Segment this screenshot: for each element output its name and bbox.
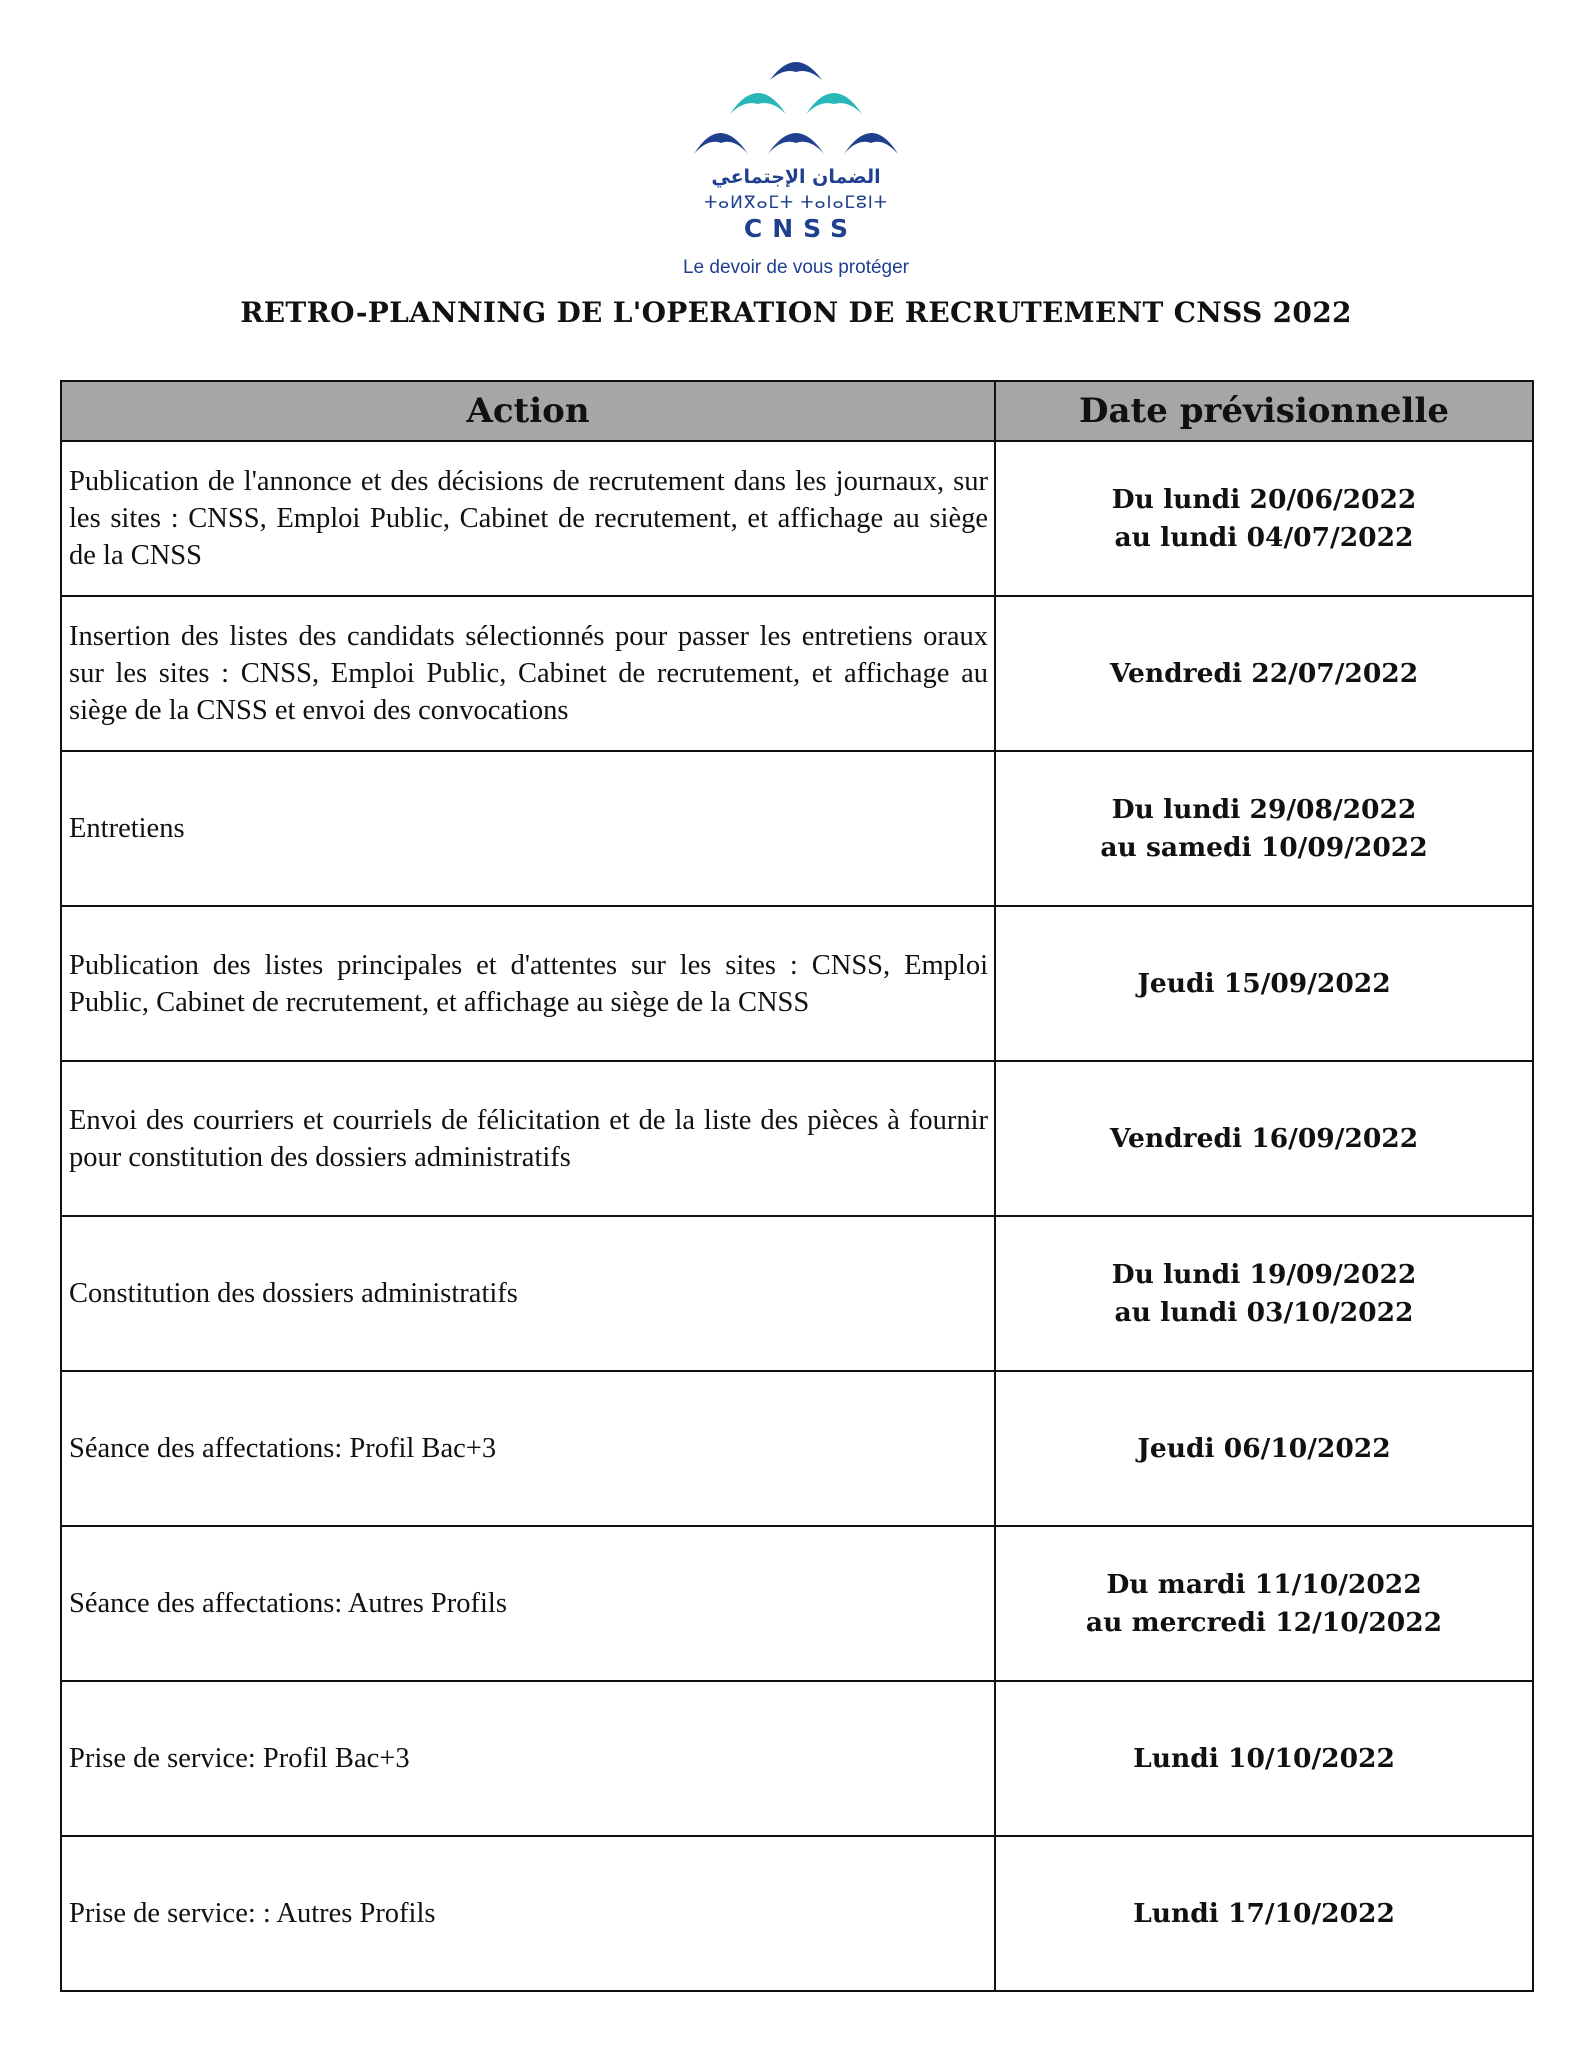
date-line: Du lundi 19/09/2022: [1111, 1258, 1417, 1290]
date-cell: [995, 596, 1533, 751]
date-line: au mercredi 12/10/2022: [1085, 1606, 1443, 1638]
table-row: [61, 1836, 1533, 1991]
date-line: au lundi 04/07/2022: [1114, 521, 1414, 553]
date-cell: [995, 906, 1533, 1061]
date-line: Lundi 17/10/2022: [1133, 1897, 1395, 1929]
table-row: [61, 1526, 1533, 1681]
header-action: Action: [61, 381, 995, 441]
date-cell: [995, 1216, 1533, 1371]
logo-tifinagh-name: ⵜⴰⵍⴳⴰⵎⵜ ⵜⴰⵏⴰⵎⵓⵏⵜ: [704, 193, 888, 213]
date-cell: [995, 1681, 1533, 1836]
date-cell: [995, 441, 1533, 596]
logo-arch-navy-center: [768, 133, 824, 154]
logo-arabic-name: الضمان الإجتماعي: [711, 166, 881, 188]
table-row: [61, 596, 1533, 751]
logo-arch-navy-left: [694, 133, 748, 154]
table-row: [61, 1681, 1533, 1836]
table-row: [61, 1371, 1533, 1526]
action-cell: Insertion des listes des candidats sélectionnés pour passer les entretiens oraux sur les sites : CNSS, Emploi Public, Cabinet de recrutement, et affichage au siège de la CNSS et envoi des convocations: [61, 596, 995, 751]
table-row: [61, 441, 1533, 596]
date-line: Lundi 10/10/2022: [1133, 1742, 1395, 1774]
logo-tagline: Le devoir de vous protéger: [682, 257, 910, 278]
date-line: Du lundi 20/06/2022: [1111, 483, 1417, 515]
cnss-logo: [660, 50, 932, 290]
table-header-row: [61, 381, 1533, 441]
date-line: au samedi 10/09/2022: [1100, 831, 1428, 863]
logo-acronym: CNSS: [743, 214, 859, 243]
action-cell: Publication des listes principales et d'attentes sur les sites : CNSS, Emploi Public, Cabinet de recrutement, et affichage au siège de la CNSS: [61, 906, 995, 1061]
date-line: Vendredi 16/09/2022: [1109, 1122, 1419, 1154]
action-cell: Entretiens: [61, 751, 995, 906]
logo-arch-teal-left: [730, 93, 786, 114]
date-cell: [995, 751, 1533, 906]
date-line: Jeudi 15/09/2022: [1137, 967, 1391, 999]
date-cell: [995, 1061, 1533, 1216]
logo-arch-navy-right: [844, 133, 898, 154]
header-date: Date prévisionnelle: [995, 381, 1533, 441]
logo-arch-top: [770, 62, 822, 80]
date-line: au lundi 03/10/2022: [1114, 1296, 1414, 1328]
action-cell: Constitution des dossiers administratifs: [61, 1216, 995, 1371]
logo-arch-teal-right: [806, 93, 862, 114]
table-row: [61, 1216, 1533, 1371]
cnss-arches-emblem: [660, 50, 932, 168]
action-cell: Publication de l'annonce et des décisions de recrutement dans les journaux, sur les sites : CNSS, Emploi Public, Cabinet de recrutement, et affichage au siège de la CNSS: [61, 441, 995, 596]
action-cell: Envoi des courriers et courriels de félicitation et de la liste des pièces à fournir pour constitution des dossiers administratifs: [61, 1061, 995, 1216]
action-cell: Séance des affectations: Autres Profils: [61, 1526, 995, 1681]
date-cell: [995, 1836, 1533, 1991]
action-cell: Prise de service: Profil Bac+3: [61, 1681, 995, 1836]
document-title: RETRO-PLANNING DE L'OPERATION DE RECRUTEMENT CNSS 2022: [240, 296, 1352, 329]
date-line: Vendredi 22/07/2022: [1109, 657, 1419, 689]
date-line: Jeudi 06/10/2022: [1137, 1432, 1391, 1464]
date-line: Du mardi 11/10/2022: [1106, 1568, 1422, 1600]
table-row: [61, 906, 1533, 1061]
action-cell: Séance des affectations: Profil Bac+3: [61, 1371, 995, 1526]
table-row: [61, 751, 1533, 906]
table-row: [61, 1061, 1533, 1216]
action-cell: Prise de service: : Autres Profils: [61, 1836, 995, 1991]
date-line: Du lundi 29/08/2022: [1111, 793, 1417, 825]
planning-table: [60, 380, 1534, 1992]
date-cell: [995, 1371, 1533, 1526]
date-cell: [995, 1526, 1533, 1681]
